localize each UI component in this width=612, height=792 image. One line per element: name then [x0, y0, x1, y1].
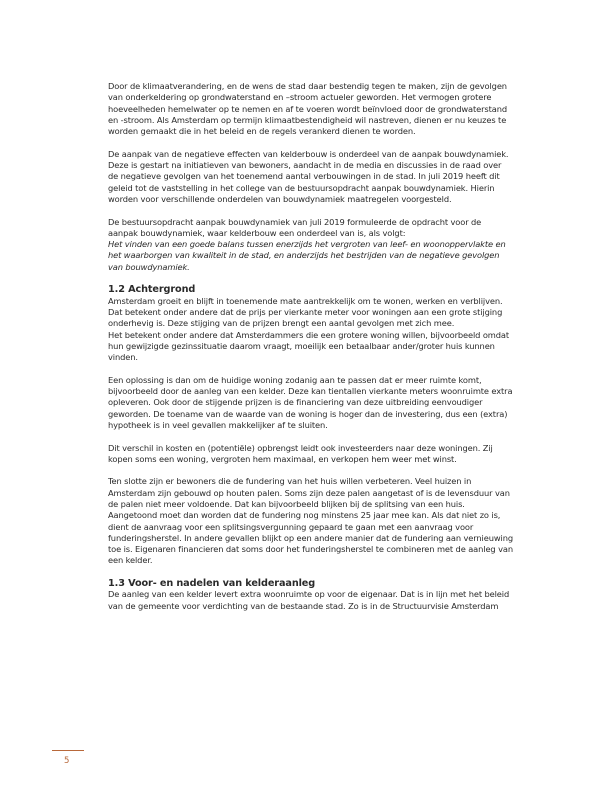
- assignment-quote: Het vinden van een goede balans tussen enerzijds het vergroten van leef- en woonoppervlakte en het waarborgen van kwaliteit in de stad, en anderzijds het bestrijden van de negatieve gevolgen van bouwdynamiek.: [108, 239, 506, 272]
- paragraph-growth: Amsterdam groeit en blijft in toenemende mate aantrekkelijk om te wonen, werken en verblijven. Dat betekent onder andere dat de prijs per vierkante meter voor woningen aan een grote stijging onderhevig is. Deze stijging van de prijzen brengt een aantal gevolgen met zich mee.: [108, 295, 503, 329]
- paragraph-foundation: Ten slotte zijn er bewoners die de fundering van het huis willen verbeteren. Veel huizen in Amsterdam zijn gebouwd op houten palen. Soms zijn deze palen aangetast of is de levensduur van de palen niet meer voldoende. Dat kan bijvoorbeeld blijken bij de splitsing van een huis. Aangetoond moet dan worden dat de fundering nog minstens 25 jaar mee kan. Als dat niet zo is, dient de aanvraag voor een splitsingsvergunning gepaard te gaan met een aanvraag voor funderingsherstel. In andere gevallen blijkt op een andere manier dat de fundering aan vernieuwing toe is. Eigenaren financieren dat soms door het funderingsherstel te combineren met de aanleg van een kelder.: [108, 476, 514, 566]
- document-body: [108, 81, 513, 612]
- paragraph-assignment: De bestuursopdracht aanpak bouwdynamiek van juli 2019 formuleerde de opdracht voor de aanpak bouwdynamiek, waar kelderbouw een onderdeel van is, als volgt:: [108, 216, 482, 238]
- footer-divider: [52, 750, 84, 751]
- section-heading-pros-cons: 1.3 Voor- en nadelen van kelderaanleg: [108, 578, 316, 590]
- paragraph-investors: Dit verschil in kosten en (potentiële) opbrengst leidt ook investeerders naar deze woningen. Zij kopen soms een woning, vergroten hem maximaal, en verkopen hem weer met winst.: [108, 442, 493, 464]
- paragraph-solution: Een oplossing is dan om de huidige woning zodanig aan te passen dat er meer ruimte komt, bijvoorbeeld door de aanleg van een kelder. Deze kan tientallen vierkante meters woonruimte extra opleveren. Ook door de stijgende prijzen is de financiering van deze uitbreiding eenvoudiger geworden. De toename van de waarde van de woning is hoger dan de investering, dus een (extra) hypotheek is in veel gevallen makkelijker af te sluiten.: [108, 374, 513, 430]
- paragraph-climate: Door de klimaatverandering, en de wens de stad daar bestendig tegen te maken, zijn de gevolgen van onderkeldering op grondwaterstand en –stroom actueler geworden. Het vermogen grotere hoeveelheden hemelwater op te nemen en af te voeren wordt beïnvloed door de grondwaterstand en -stroom. Als Amsterdam op termijn klimaatbestendigheid wil nastreven, dienen er nu keuzes te worden gemaakt die in het beleid en de regels verankerd dienen te worden.: [108, 81, 507, 137]
- paragraph-approach: De aanpak van de negatieve effecten van kelderbouw is onderdeel van de aanpak bouwdynamiek. Deze is gestart na initiatieven van bewoners, aandacht in de media en discussies in de raad over de negatieve gevolgen van het toenemend aantal verbouwingen in de stad. In juli 2019 heeft dit geleid tot de vaststelling in het college van de bestuursopdracht aanpak bouwdynamiek. Hierin worden voor verschillende onderdelen van bouwdynamiek maatregelen voorgesteld.: [108, 148, 509, 204]
- section-heading-background: 1.2 Achtergrond: [108, 284, 196, 296]
- paragraph-extra-space: De aanleg van een kelder levert extra woonruimte op voor de eigenaar. Dat is in lijn met het beleid van de gemeente voor verdichting van de bestaande stad. Zo is in de Structuurvisie Amsterdam: [108, 589, 510, 611]
- page-number: 5: [64, 756, 70, 766]
- paragraph-larger-home: Het betekent onder andere dat Amsterdammers die een grotere woning willen, bijvoorbeeld omdat hun gewijzigde gezinssituatie daarom vraagt, moeilijk een betaalbaar ander/groter huis kunnen vinden.: [108, 329, 509, 363]
